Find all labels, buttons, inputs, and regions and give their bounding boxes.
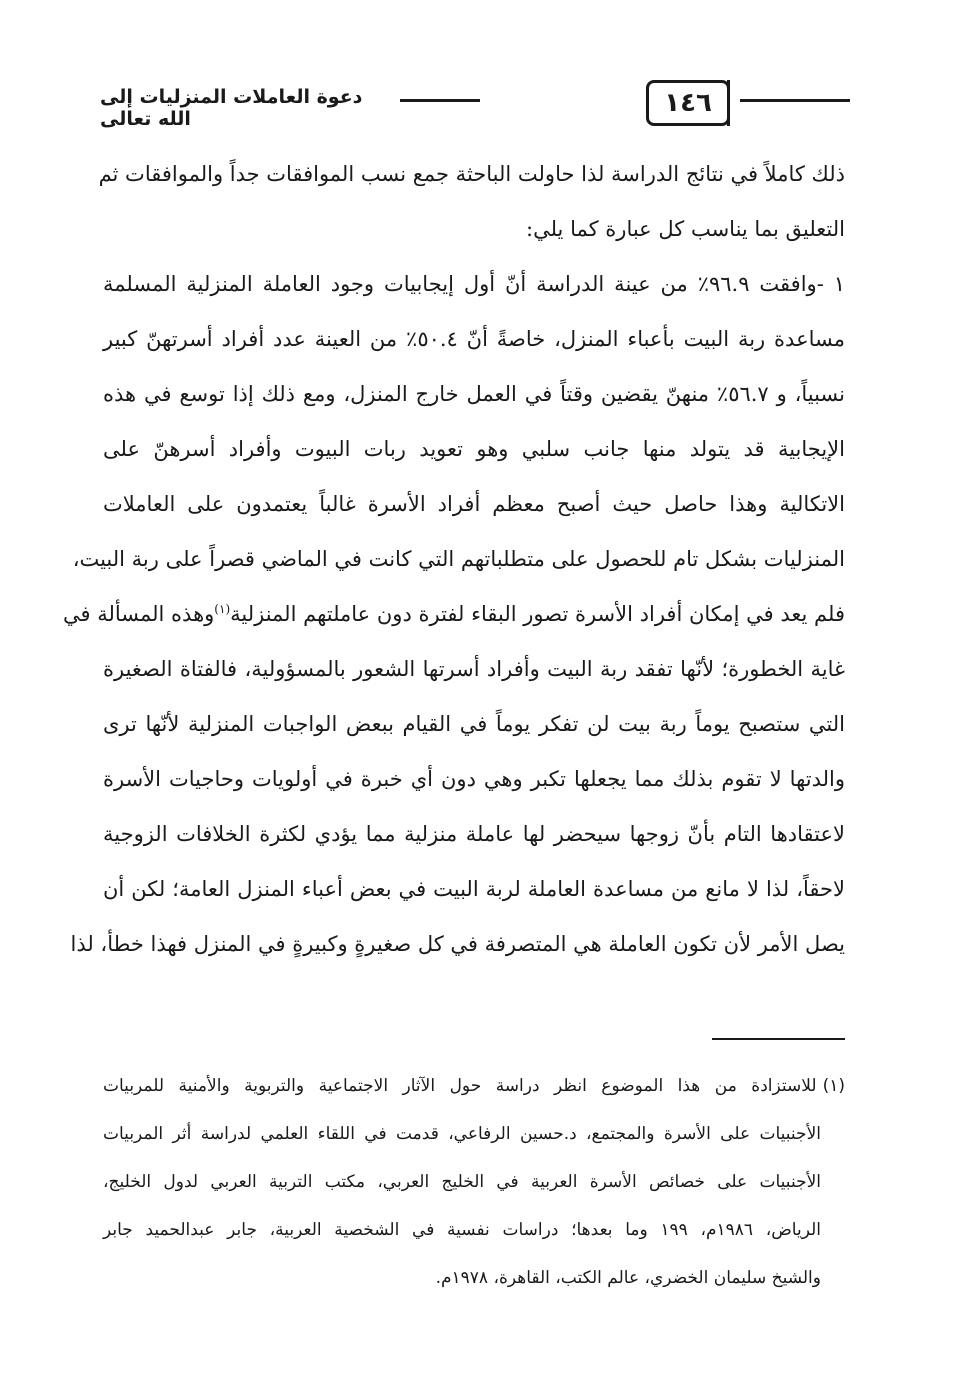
body-line: الإيجابية قد يتولد منها جانب سلبي وهو تعويد ربات البيوت وأفراد أسرهنّ على [103,437,845,461]
body-line: الاتكالية وهذا حاصل حيث أصبح معظم أفراد الأسرة غالباً يعتمدون على العاملات [103,492,845,516]
running-title: دعوة العاملات المنزليات إلى الله تعالى [100,86,363,130]
footnote-line: الأجنبيات على خصائص الأسرة العربية في الخليج العربي، مكتب التربية العربي لدول الخليج، [103,1172,821,1192]
page-number: ١٤٦ [646,80,730,126]
body-line-with-footnote [63,587,845,642]
body-line-part: وهذه المسألة في [63,602,215,626]
footnote-reference: (١) [214,602,231,616]
body-line: لاعتقادها التام بأنّ زوجها سيحضر لها عاملة منزلية مما يؤدي لكثرة الخلافات الزوجية [103,822,845,846]
body-line: غاية الخطورة؛ لأنّها تفقد ربة البيت وأفراد أسرتها الشعور بالمسؤولية، فالفتاة الصغيرة [103,657,845,681]
footnote-line: والشيخ سليمان الخضري، عالم الكتب، القاهرة، ١٩٧٨م. [435,1268,821,1288]
body-line: مساعدة ربة البيت بأعباء المنزل، خاصةً أنّ ٥٠.٤٪ من العينة عدد أفراد أسرتهنّ كبير [103,327,845,351]
footnote-line [103,1062,845,1110]
page-header [100,72,850,132]
body-line: التي ستصبح يوماً ربة بيت لن تفكر يوماً في القيام ببعض الواجبات المنزلية لأنّها ترى [103,712,845,736]
body-line: المنزليات بشكل تام للحصول على متطلباتهم التي كانت في الماضي قصراً على ربة البيت، [72,547,845,571]
body-line: لاحقاً، لذا لا مانع من مساعدة العاملة لربة البيت في بعض أعباء المنزل العامة؛ لكن أن [103,877,845,901]
footnote-line: الأجنبيات على الأسرة والمجتمع، د.حسين الرفاعي، قدمت في اللقاء العلمي لدراسة أثر المربيات [103,1124,821,1144]
footnote-line: الرياض، ١٩٨٦م، ١٩٩ وما بعدها؛ دراسات نفسية في الشخصية العربية، جابر عبدالحميد جابر [103,1220,821,1240]
footnote-separator [712,1038,845,1040]
body-line: التعليق بما يناسب كل عبارة كما يلي: [526,217,845,241]
body-line: نسبياً، و ٥٦.٧٪ منهنّ يقضين وقتاً في العمل خارج المنزل، ومع ذلك إذا توسع في هذه [103,382,846,406]
footnote-marker: (١) [822,1076,845,1096]
header-rule-left [400,99,480,102]
header-rule-right [740,99,850,102]
body-line: ذلك كاملاً في نتائج الدراسة لذا حاولت الباحثة جمع نسب الموافقات جداً والموافقات ثم [98,162,845,186]
body-line: والدتها لا تقوم بذلك مما يجعلها تكبر وهي دون أي خبرة في أولويات وحاجيات الأسرة [103,767,845,791]
body-line: ١ -وافقت ٩٦.٩٪ من عينة الدراسة أنّ أول إيجابيات وجود العاملة المنزلية المسلمة [103,272,845,296]
body-text [63,147,846,972]
body-line: يصل الأمر لأن تكون العاملة هي المتصرفة في كل صغيرةٍ وكبيرةٍ في المنزل فهذا خطأ، لذا [70,932,845,956]
body-line-part: فلم يعد في إمكان أفراد الأسرة تصور البقاء لفترة دون عاملتهم المنزلية [230,602,845,626]
footnotes [103,1062,845,1302]
footnote-text: للاستزادة من هذا الموضوع انظر دراسة حول الآثار الاجتماعية والتربوية والأمنية للمربيات [103,1076,817,1096]
